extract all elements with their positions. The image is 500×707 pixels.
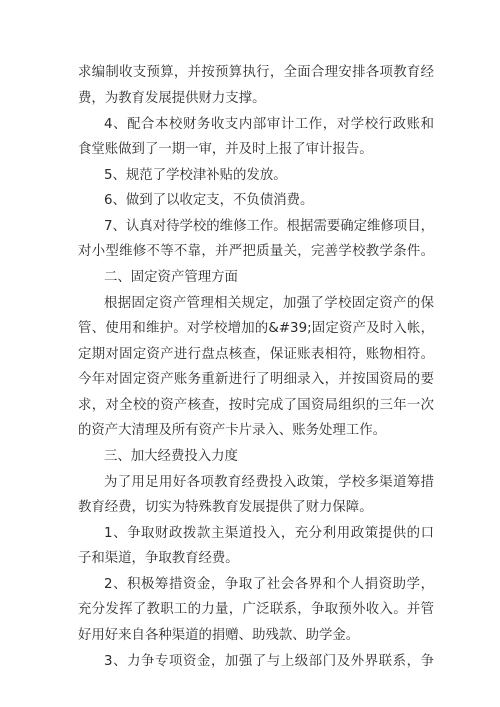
text-line-10: 根据固定资产管理相关规定，加强了学校固定资产的保 [104,296,434,311]
text-line-13: 今年对固定资产账务重新进行了明细录入，并按国资局的要 [78,372,434,387]
text-line-3: 4、配合本校财务收支内部审计工作，对学校行政账和 [104,117,434,132]
text-line-23: 好用好来自各种渠道的捐赠、助残款、助学金。 [78,628,360,643]
text-line-6: 6、做到了以收定支，不负债消费。 [104,193,314,208]
text-line-17: 为了用足用好各项教育经费投入政策，学校多渠道筹措 [104,475,434,490]
text-line-22: 充分发挥了教职工的力量，广泛联系，争取预外收入。并管 [78,602,434,617]
section-heading-2: 二、固定资产管理方面 [104,270,238,285]
text-line-15: 的资产大清理及所有资产卡片录入、账务处理工作。 [78,423,386,438]
text-line-14: 求，对全校的资产核查，按时完成了国资局组织的三年一次 [78,398,434,413]
text-line-24: 3、力争专项资金，加强了与上级部门及外界联系，争 [104,654,434,669]
text-line-11: 管、使用和维护。对学校增加的&#39;固定资产及时入帐， [78,321,434,336]
text-line-21: 2、积极筹措资金，争取了社会各界和个人捐资助学， [104,577,434,592]
text-line-2: 费，为教育发展提供财力支撑。 [78,91,266,106]
text-line-4: 食堂账做到了一期一审，并及时上报了审计报告。 [78,142,373,157]
text-line-8: 对小型维修不等不靠，并严把质量关，完善学校教学条件。 [78,244,434,259]
text-line-1: 求编制收支预算，并按预算执行，全面合理安排各项教育经 [78,65,434,80]
text-line-5: 5、规范了学校津补贴的发放。 [104,168,287,183]
text-line-12: 定期对固定资产进行盘点核查，保证账表相符，账物相符。 [78,347,434,362]
text-line-19: 1、争取财政拨款主渠道投入，充分利用政策提供的口 [104,526,434,541]
text-line-18: 教育经费，切实为特殊教育发展提供了财力保障。 [78,500,373,515]
text-line-20: 子和渠道，争取教育经费。 [78,551,239,566]
section-heading-3: 三、加大经费投入力度 [104,449,238,464]
text-line-7: 7、认真对待学校的维修工作。根据需要确定维修项目， [104,219,434,234]
